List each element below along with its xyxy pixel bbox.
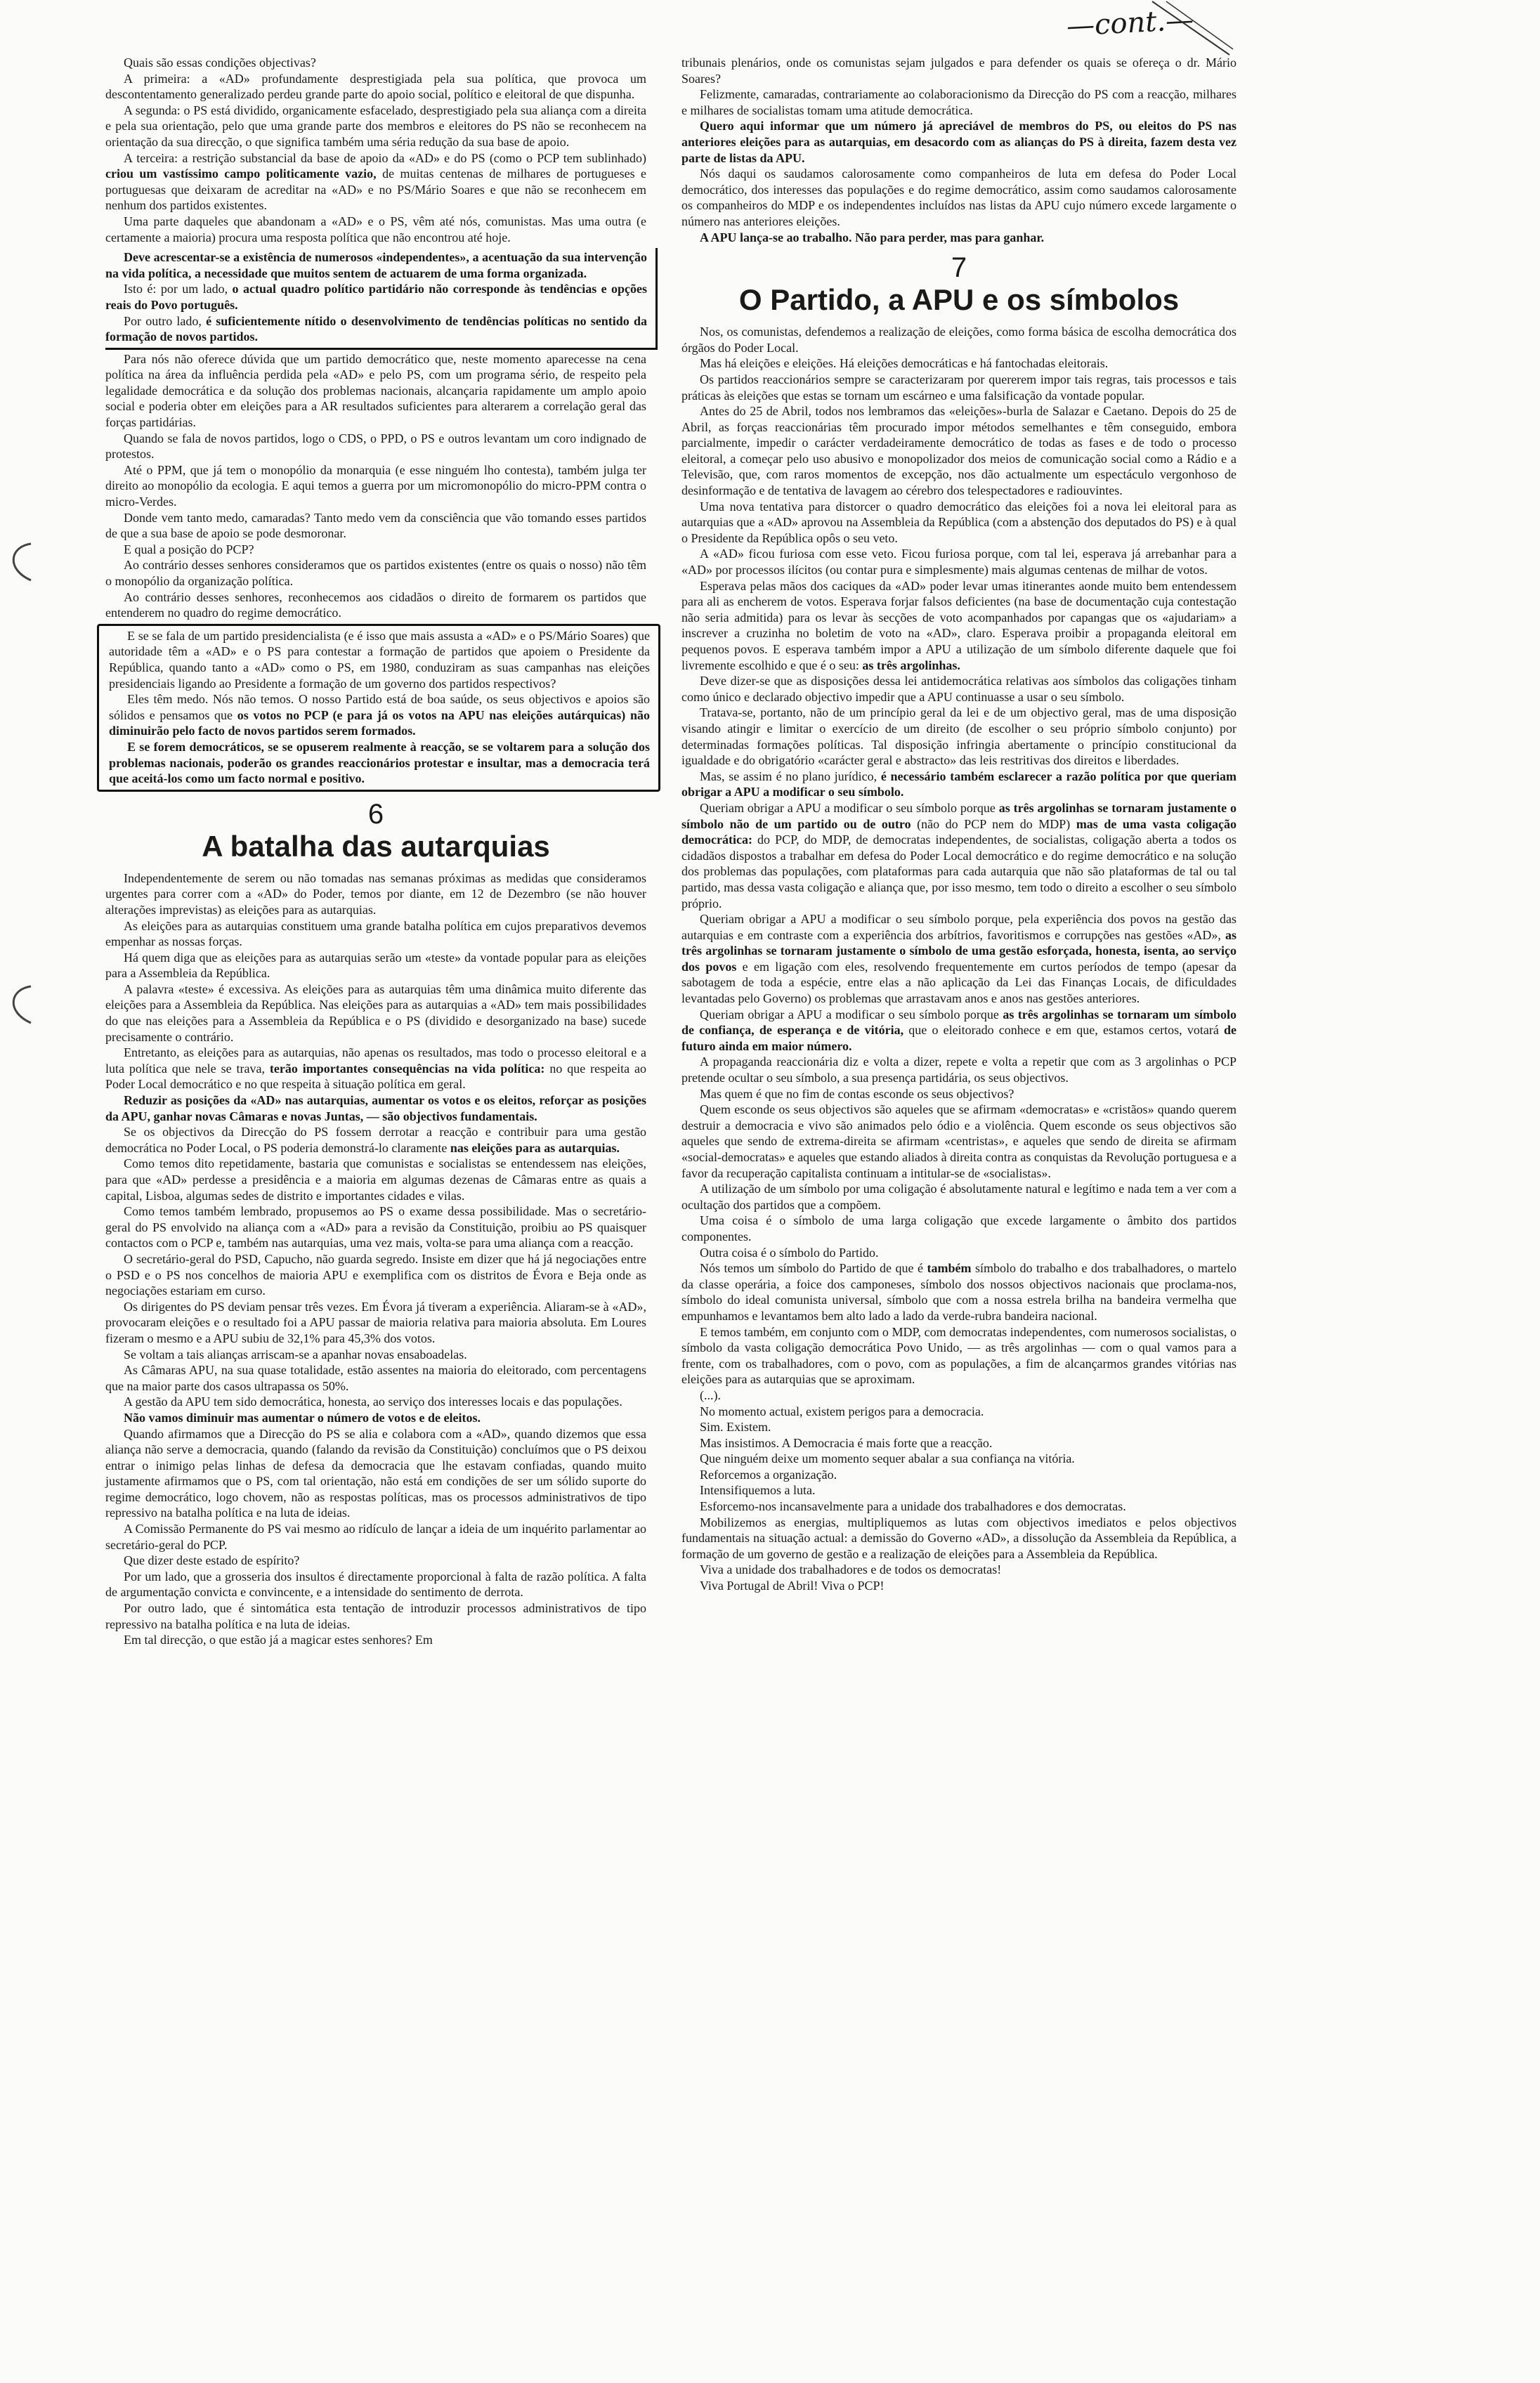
paragraph: Uma parte daqueles que abandonam a «AD» e o PS, vêm até nós, comunistas. Mas uma outra (e certamente a maioria) procura uma resposta política que não encontrou até hoje.: [105, 214, 646, 244]
paragraph: Mas insistimos. A Democracia é mais forte que a reacção.: [700, 1435, 993, 1450]
paragraph: Nós daqui os saudamos calorosamente como companheiros de luta em defesa do Poder Local democrático, dos interesses das populações e do regime democrático, assim como saudamos calorosamente os companheiros do MDP e os independentes incluídos nas listas da APU cujo número excede largamente o número nas anteriores eleições.: [681, 167, 1236, 228]
paragraph: Em tal direcção, o que estão já a magicar estes senhores? Em: [124, 1633, 433, 1647]
paragraph: Esperava pelas mãos dos caciques da «AD» poder levar umas itinerantes aonde muito bem entendessem para ali as encherem de votos. Esperava forjar falsos deficientes (na base de documentação cuja contestação não seria admitida) para os levar às secções de voto acompanhados por capangas que os «ajudariam» a inscrever a cruzinha no boletim de voto na «AD», claro. Esperava proibir a propaganda eleitoral em pequenos povos. E esperava também impor a APU a utilização de um símbolo diferente daquele que foi livremente escolhido e que é o seu: as três argolinhas.: [681, 578, 1236, 672]
paragraph: Como temos também lembrado, propusemos ao PS o exame dessa possibilidade. Mas o secretário-geral do PS envolvido na aliança com a «AD» para a revisão da Constituição, proibiu ao PS quaisquer contactos com o PCP e, também nas autarquias, uma vez mais, volta-se para uma aliança com a reacção.: [105, 1204, 646, 1251]
paragraph: Que ninguém deixe um momento sequer abalar a sua confiança na vitória.: [700, 1451, 1075, 1466]
paragraph: Mas há eleições e eleições. Há eleições democráticas e há fantochadas eleitorais.: [700, 356, 1109, 371]
paragraph: tribunais plenários, onde os comunistas sejam julgados e para defender os quais se ofereça o dr. Mário Soares?: [681, 56, 1236, 86]
paragraph: E qual a posição do PCP?: [124, 542, 254, 556]
paragraph: Quero aqui informar que um número já apreciável de membros do PS, ou eleitos do PS nas anteriores eleições para as autarquias, em desacordo com as alianças do PS à direita, fazem desta vez parte de listas da APU.: [681, 119, 1236, 165]
paragraph: Mobilizemos as energias, multipliquemos as lutas com objectivos imediatos e pelos objectivos fundamentais na situação actual: a demissão do Governo «AD», a dissolução da Assembleia da República, a formação de um governo de gestão e a realização de eleições para a Assembleia da República.: [681, 1515, 1236, 1561]
paragraph: Queriam obrigar a APU a modificar o seu símbolo porque as três argolinhas se tornaram um símbolo de confiança, de esperança e de vitória, que o eleitorado conhece e em que, estamos certos, votará de futuro ainda em maior número.: [681, 1007, 1236, 1053]
paragraph: Isto é: por um lado, o actual quadro político partidário não corresponde às tendências e opções reais do Povo português.: [105, 282, 648, 312]
paragraph: Antes do 25 de Abril, todos nos lembramos das «eleições»-burla de Salazar e Caetano. Depois do 25 de Abril, as forças reaccionárias têm procurado impor métodos semelhantes e têm conseguido, embora parcialmente, impedir o carácter verdadeiramente democrático de todas as fases e de todo o processo eleitoral, a começar pelo uso abusivo e monopolizador dos meios de comunicação social como a Rádio e a Televisão, que, com raros momentos de excepção, nos dão actualmente um espectáculo vergonhoso de desinformação e de tentativa de lavagem ao cérebro dos telespectadores e radiouvintes.: [681, 404, 1236, 498]
paragraph: A propaganda reaccionária diz e volta a dizer, repete e volta a repetir que com as 3 argolinhas o PCP pretende ocultar o seu símbolo, a sua presença partidária, os seus objectivos.: [681, 1055, 1236, 1085]
left-column: [105, 55, 650, 1648]
paragraph: Por um lado, que a grosseria dos insultos é directamente proporcional à falta de razão política. A falta de argumentação convicta e convincente, e a intensidade do sentimento de derrota.: [105, 1569, 646, 1600]
paragraph: Independentemente de serem ou não tomadas nas semanas próximas as medidas que consideramos urgentes para correr com a «AD» do Poder, temos por diante, em 12 de Dezembro (se não houver alterações imprevistas) as eleições para as autarquias.: [105, 870, 646, 917]
paragraph: Tratava-se, portanto, não de um princípio geral da lei e de um objectivo geral, mas de uma disposição visando atingir e limitar o exercício de um direito (de escolher o seu próprio símbolo conjunto) por determinadas formações políticas. Tal disposição infringia abertamente o princípio constitucional da igualdade e do obrigatório «carácter geral e abstracto» das leis restritivas dos direitos e liberdades.: [681, 705, 1236, 768]
paragraph: Uma coisa é o símbolo de uma larga coligação que excede largamente o âmbito dos partidos componentes.: [681, 1213, 1236, 1243]
paragraph: Que dizer deste estado de espírito?: [124, 1553, 300, 1568]
paragraph: Outra coisa é o símbolo do Partido.: [700, 1245, 879, 1260]
paragraph: Se os objectivos da Direcção do PS fossem derrotar a reacção e contribuir para uma gestão democrática no Poder Local, o PS poderia demonstrá-lo claramente nas eleições para as autarquias.: [105, 1125, 646, 1155]
paragraph: Quando afirmamos que a Direcção do PS se alia e colabora com a «AD», quando dizemos que essa aliança não serve a democracia, quando (falando da revisão da Constituição) concluímos que o PS deixou entrar o inimigo pelas linhas de defesa da democracia que lhe estavam confiadas, quando muito justamente afirmamos que o PS, com tal orientação, não está em condições de ser um sólido suporte do regime democrático, logo chovem, não as respostas políticas, mas os processos administrativos de tipo repressivo na batalha política e na luta de ideias.: [105, 1426, 646, 1520]
paragraph: Entretanto, as eleições para as autarquias, não apenas os resultados, mas todo o processo eleitoral e a luta política que nele se trava, terão importantes consequências na vida política: no que respeita ao Poder Local democrático e no que respeita à situação política em geral.: [105, 1045, 646, 1092]
paragraph: Donde vem tanto medo, camaradas? Tanto medo vem da consciência que vão tomando esses partidos de que a sua base de apoio se pode desmoronar.: [105, 510, 646, 541]
paragraph: Esforcemo-nos incansavelmente para a unidade dos trabalhadores e dos democratas.: [700, 1499, 1126, 1514]
paragraph: Como temos dito repetidamente, bastaria que comunistas e socialistas se entendessem nas eleições, para que «AD» perdesse a presidência e a maioria em algumas dezenas de Câmaras entre as quais a capital, Lisboa, algumas sedes de distrito e importantes cidades e vilas.: [105, 1156, 646, 1203]
paragraph: Uma nova tentativa para distorcer o quadro democrático das eleições foi a nova lei eleitoral para as autarquias que a «AD» aprovou na Assembleia da República (com a abstenção dos deputados do PS) e à qual o Presidente da República opôs o seu veto.: [681, 499, 1236, 545]
paragraph: Quem esconde os seus objectivos são aqueles que se afirmam «democratas» e «cristãos» quando querem destruir a democracia e vivo são animados pelo ódio e a violência. Quem esconde os seus objectivos são aqueles que sendo de extrema-direita se afirmam «centristas», e aqueles que sendo de direita se afirmam «social-democratas» e aqueles que estando aliados à direita contra as conquistas da Revolução portuguesa e a favor da recuperação capitalista continuam a intitular-se de «socialistas».: [681, 1102, 1236, 1180]
paragraph: As eleições para as autarquias constituem uma grande batalha política em cujos preparativos devemos empenhar as nossas forças.: [105, 918, 646, 949]
paragraph: E se forem democráticos, se se opuserem realmente à reacção, se se voltarem para a solução dos problemas nacionais, poderão os grandes reaccionários protestar e insultar, mas a democracia terá que aceitá-los como um facto normal e positivo.: [109, 739, 650, 786]
paragraph: (...).: [700, 1388, 721, 1402]
paragraph: Há quem diga que as eleições para as autarquias serão um «teste» da vontade popular para as eleições para a Assembleia da República.: [105, 950, 646, 981]
paragraph: Os partidos reaccionários sempre se caracterizaram por quererem impor tais regras, tais processos e tais práticas às eleições que estas se tornam um escárneo e uma falsificação da vontade popular.: [681, 372, 1236, 403]
paragraph: A Comissão Permanente do PS vai mesmo ao ridículo de lançar a ideia de um inquérito parlamentar ao secretário-geral do PCP.: [105, 1522, 646, 1552]
paragraph: Para nós não oferece dúvida que um partido democrático que, neste momento aparecesse na cena política na área da influência perdida pela «AD» e pelo PS, com um programa sério, de respeito pela legalidade democrática e da solução dos problemas nacionais, alcançaria rapidamente um amplo apoio social e poderia obter em eleições para a AR resultados suficientes para alterarem a correlação geral das forças partidárias.: [105, 351, 646, 430]
corner-scribble: [1124, 0, 1236, 56]
paragraph: Queriam obrigar a APU a modificar o seu símbolo porque as três argolinhas se tornaram justamente o símbolo não de um partido ou de outro (não do PCP nem do MDP) mas de uma vasta coligação democrática: do PCP, do MDP, de democratas independentes, de socialistas, coligação aberta a todos os cidadãos dispostos a trabalhar em defesa do Poder Local democrático e do regime democrático e na solução dos problemas das populações, com plataformas para cada autarquia que não são plataformas de tal ou tal partido, mas dessa vasta coligação e aliança que, por isso mesmo, tem todo o direito a escolher o seu símbolo próprio.: [681, 800, 1237, 910]
paragraph: Eles têm medo. Nós não temos. O nosso Partido está de boa saúde, os seus objectivos e apoios são sólidos e pensamos que os votos no PCP (e para já os votos na APU nas eleições autárquicas) não diminuirão pelo facto de novos partidos serem formados.: [109, 692, 650, 738]
paragraph: Até o PPM, que já tem o monopólio da monarquia (e esse ninguém lho contesta), também julga ter direito ao monopólio da ecologia. E aqui temos a guerra por um micromonopólio do micro-PPM contra o micro-Verdes.: [105, 462, 646, 509]
paragraph: Quando se fala de novos partidos, logo o CDS, o PPD, o PS e outros levantam um coro indignado de protestos.: [105, 431, 646, 462]
paragraph: Por outro lado, é suficientemente nítido o desenvolvimento de tendências políticas no sentido da formação de novos partidos.: [105, 313, 647, 344]
boxed-passage: [97, 624, 660, 792]
boxed-passage: [105, 248, 658, 350]
paragraph: No momento actual, existem perigos para a democracia.: [700, 1404, 984, 1418]
paragraph: Por outro lado, que é sintomática esta tentação de introduzir processos administrativos de tipo repressivo na batalha política e na luta de ideias.: [105, 1601, 646, 1631]
paragraph: Viva Portugal de Abril! Viva o PCP!: [700, 1579, 885, 1593]
paragraph: A gestão da APU tem sido democrática, honesta, ao serviço dos interesses locais e das populações.: [124, 1395, 622, 1409]
handwritten-cont: —cont.—: [1065, 4, 1195, 43]
paragraph: Ao contrário desses senhores consideramos que os partidos existentes (entre os quais o nosso) não têm o monopólio da organização política.: [105, 558, 646, 588]
paragraph: Reduzir as posições da «AD» nas autarquias, aumentar os votos e os eleitos, reforçar as posições da APU, ganhar novas Câmaras e novas Juntas, — são objectivos fundamentais.: [105, 1093, 646, 1123]
section-number: 7: [951, 252, 967, 284]
section-number: 6: [367, 798, 384, 830]
paragraph: Os dirigentes do PS deviam pensar três vezes. Em Évora já tiveram a experiência. Aliaram-se à «AD», provocaram eleições e o resultado foi a APU passar de maioria relativa para maioria absoluta. Em Loures fizeram o mesmo e a APU subiu de 32,1% para 45,3% dos votos.: [105, 1299, 646, 1345]
paragraph: Viva a unidade dos trabalhadores e de todos os democratas!: [700, 1562, 1002, 1577]
paragraph: A utilização de um símbolo por uma coligação é absolutamente natural e legítimo e nada tem a ver com a ocultação dos partidos que a compõem.: [681, 1182, 1236, 1212]
paragraph: Mas quem é que no fim de contas esconde os seus objectivos?: [700, 1086, 1014, 1101]
paragraph: Mas, se assim é no plano jurídico, é necessário também esclarecer a razão política por que queriam obrigar a APU a modificar o seu símbolo.: [681, 769, 1236, 799]
paragraph: A segunda: o PS está dividido, organicamente esfacelado, desprestigiado pela sua aliança com a direita e pela sua orientação, pelo que uma grande parte dos membros e eleitores do PS não se reconhecem na orientação da sua direcção, o que significa também uma séria redução da sua base de apoio.: [105, 103, 646, 149]
paragraph: Não vamos diminuir mas aumentar o número de votos e de eleitos.: [124, 1410, 481, 1425]
paragraph: Deve dizer-se que as disposições dessa lei antidemocrática relativas aos símbolos das coligações tinham como único e declarado objectivo impedir que a APU continuasse a usar o seu símbolo.: [681, 674, 1236, 704]
paragraph: A APU lança-se ao trabalho. Não para perder, mas para ganhar.: [700, 230, 1045, 244]
margin-hole-mark: [3, 541, 38, 583]
paragraph: Quais são essas condições objectivas?: [124, 56, 316, 70]
paragraph: Felizmente, camaradas, contrariamente ao colaboracionismo da Direcção do PS com a reacção, milhares e milhares de socialistas tomam uma atitude democrática.: [681, 87, 1236, 117]
paragraph: Deve acrescentar-se a existência de numerosos «independentes», a acentuação da sua intervenção na vida política, a necessidade que muitos sentem de actuarem de uma forma organizada.: [105, 250, 647, 280]
paragraph: E se se fala de um partido presidencialista (e é isso que mais assusta a «AD» e o PS/Mário Soares) que autoridade têm a «AD» e o PS para contestar a formação de partidos que apoiem o Presidente da República, quando tanto a «AD» como o PS, em 1980, conduziram as suas campanhas nas eleições presidenciais ligando ao Presidente a formação de um governo dos partidos respectivos?: [109, 628, 650, 691]
paragraph: Sim. Existem.: [700, 1420, 771, 1435]
paragraph: Intensifiquemos a luta.: [700, 1483, 816, 1498]
paragraph: A terceira: a restrição substancial da base de apoio da «AD» e do PS (como o PCP tem sublinhado) criou um vastíssimo campo politicamente vazio, de muitas centenas de milhares de portugueses e portuguesas que deixaram de acreditar na «AD» e no PS/Mário Soares e que não se reconhecem em nenhum dos partidos existentes.: [105, 150, 646, 213]
paragraph: A «AD» ficou furiosa com esse veto. Ficou furiosa porque, com tal lei, esperava já arrebanhar para a «AD» por processos ilícitos (ou contar pura e simplesmente) mais algumas centenas de milhar de votos.: [681, 547, 1236, 577]
section-title: O Partido, a APU e os símbolos: [738, 283, 1180, 317]
paragraph: Se voltam a tais alianças arriscam-se a apanhar novas ensaboadelas.: [124, 1347, 467, 1362]
paragraph: Nos, os comunistas, defendemos a realização de eleições, como forma básica de escolha democrática dos órgãos do Poder Local.: [681, 325, 1236, 355]
section-title: A batalha das autarquias: [202, 829, 550, 863]
right-column: [681, 55, 1236, 1594]
paragraph: Ao contrário desses senhores, reconhecemos aos cidadãos o direito de formarem os partidos que entenderem no quadro do regime democrático.: [105, 589, 646, 620]
paragraph: O secretário-geral do PSD, Capucho, não guarda segredo. Insiste em dizer que há já negociações entre o PSD e o PS nos concelhos de maioria APU e exemplifica com os distritos de Évora e Beja onde as negociações estariam em curso.: [105, 1251, 646, 1298]
paragraph: Nós temos um símbolo do Partido de que é também símbolo do trabalho e dos trabalhadores, o martelo da classe operária, a foice dos camponeses, símbolo dos nossos objectivos nacionais que proclama-nos, símbolo do ideal comunista universal, símbolo que com a nossa estrela brilha na bandeira vermelha que empunhamos e levantamos bem alto lado a lado da verde-rubra bandeira nacional.: [681, 1261, 1236, 1323]
paragraph: As Câmaras APU, na sua quase totalidade, estão assentes na maioria do eleitorado, com percentagens que na maior parte dos casos ultrapassa os 50%.: [105, 1363, 646, 1393]
paragraph: Queriam obrigar a APU a modificar o seu símbolo porque, pela experiência dos povos na gestão das autarquias e em contraste com a experiência dos arbítrios, favoritismos e corrupções nas gestões «AD», as três argolinhas se tornaram justamente o símbolo de uma gestão esforçada, honesta, isenta, ao serviço dos povos e em ligação com eles, resolvendo frequentemente em curtos períodos de tempo (apesar da sabotagem de toda a espécie, entre elas a não aplicação da Lei das Finanças Locais, de dificuldades levantadas pelo Governo) os problemas que arrastavam anos e anos nas gestões anteriores.: [681, 912, 1237, 1006]
paragraph: Reforcemos a organização.: [700, 1467, 837, 1482]
paragraph: A primeira: a «AD» profundamente desprestigiada pela sua política, que provoca um descontentamento generalizado perdeu grande parte do apoio social, político e eleitoral de que dispunha.: [105, 71, 646, 102]
paragraph: E temos também, em conjunto com o MDP, com democratas independentes, com numerosos socialistas, o símbolo da vasta coligação democrática Povo Unido, — as três argolinhas — com o qual vamos para a frente, com os trabalhadores, com o povo, com as populações, a fim de alcançarmos grandes vitórias nas eleições para as autarquias que se aproximam.: [681, 1324, 1236, 1387]
paragraph: A palavra «teste» é excessiva. As eleições para as autarquias têm uma dinâmica muito diferente das eleições para a Assembleia da República. Nas eleições para as autarquias a «AD» tem mais possibilidades do que nas eleições para a Assembleia da República e o PS (dividido e desorganizado na base) sucede precisamente o contrário.: [105, 981, 646, 1044]
margin-hole-mark: [3, 984, 38, 1026]
